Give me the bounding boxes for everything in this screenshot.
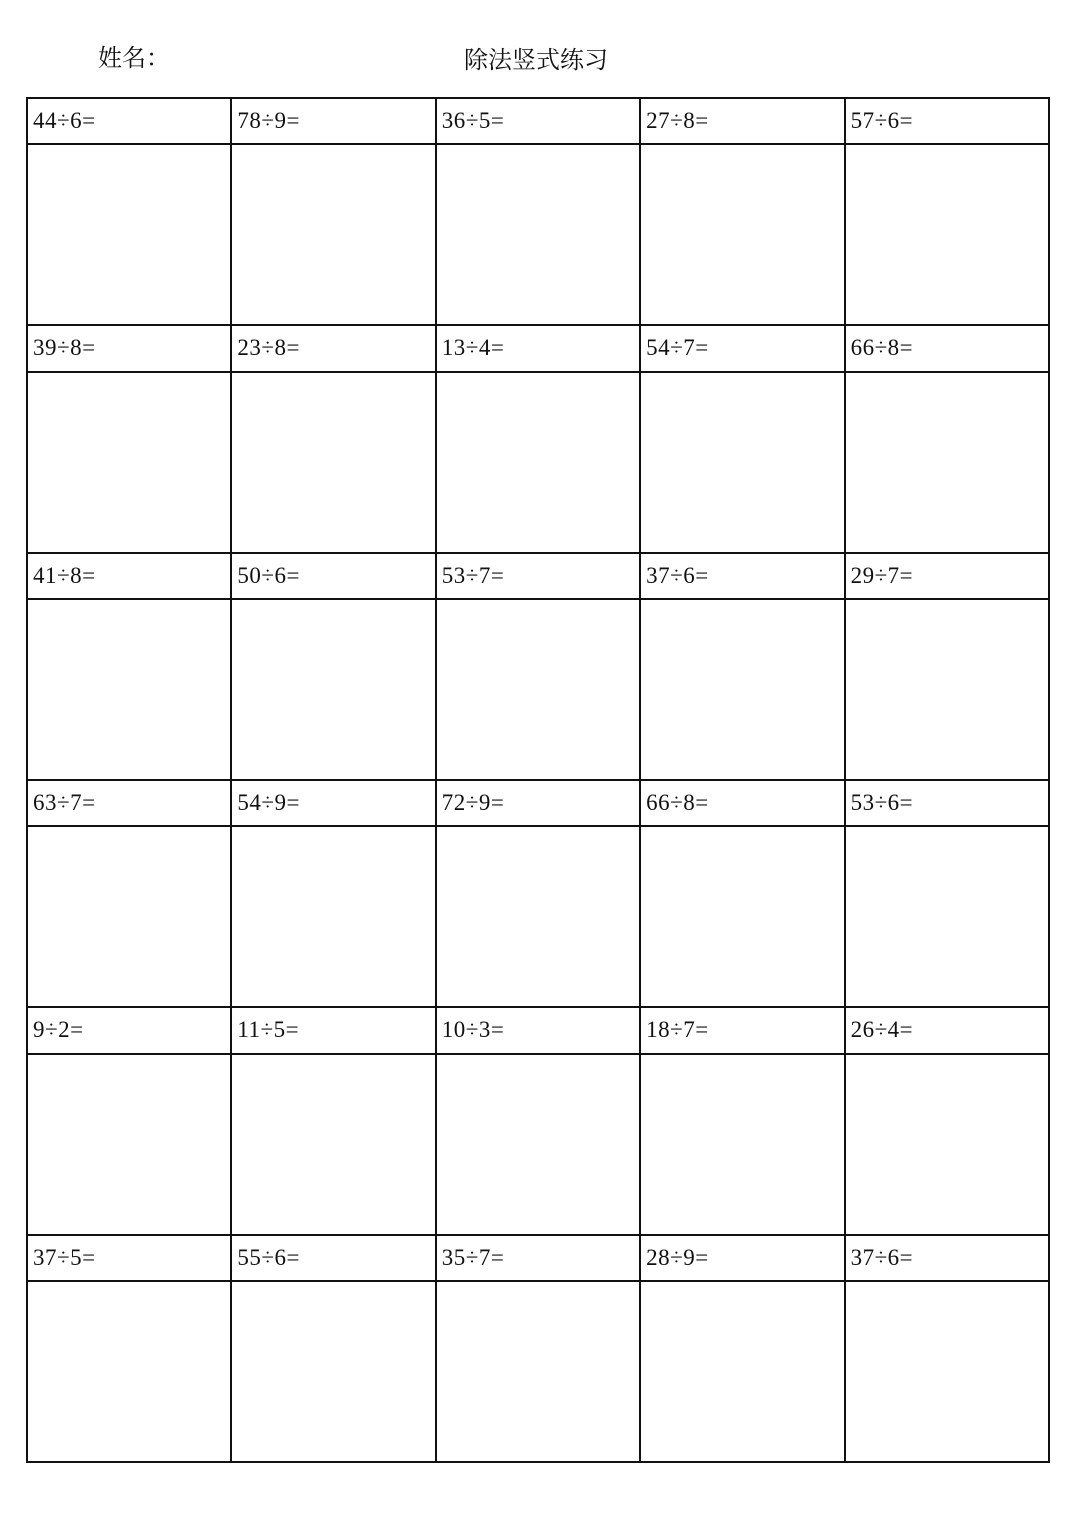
- name-label: 姓名：: [98, 44, 170, 72]
- problem-text: 39÷8=: [33, 335, 96, 361]
- problem-text: 50÷6=: [237, 562, 300, 588]
- problem-text: 44÷6=: [33, 108, 96, 134]
- problem-cell: [27, 98, 231, 144]
- problem-text: 55÷6=: [237, 1244, 300, 1270]
- problem-cell: [27, 1235, 231, 1281]
- problem-cell: [845, 1235, 1049, 1281]
- work-area[interactable]: [436, 144, 640, 325]
- problem-cell: [231, 1235, 435, 1281]
- problem-text: 37÷6=: [850, 1244, 914, 1270]
- work-row: [27, 599, 1049, 780]
- work-area[interactable]: [640, 1281, 844, 1462]
- work-area[interactable]: [845, 826, 1049, 1007]
- problem-cell: [231, 325, 435, 371]
- problem-row: [27, 553, 1049, 599]
- problem-text: 29÷7=: [850, 562, 914, 588]
- problem-cell: [845, 553, 1049, 599]
- work-row: [27, 1281, 1049, 1462]
- problem-text: 54÷9=: [237, 790, 300, 816]
- problem-row: [27, 1235, 1049, 1281]
- work-area[interactable]: [27, 144, 231, 325]
- work-area[interactable]: [436, 599, 640, 780]
- work-area[interactable]: [27, 826, 231, 1007]
- problem-text: 63÷7=: [33, 790, 96, 816]
- work-row: [27, 372, 1049, 553]
- problem-text: 37÷6=: [646, 562, 709, 588]
- problem-text: 41÷8=: [33, 562, 96, 588]
- problem-cell: [845, 780, 1049, 826]
- work-area[interactable]: [27, 1054, 231, 1235]
- problem-cell: [640, 1007, 844, 1053]
- problem-cell: [845, 325, 1049, 371]
- problem-cell: [640, 553, 844, 599]
- problem-text: 10÷3=: [441, 1017, 505, 1043]
- problem-cell: [27, 325, 231, 371]
- problem-text: 66÷8=: [850, 335, 914, 361]
- problem-text: 66÷8=: [646, 790, 709, 816]
- work-area[interactable]: [640, 144, 844, 325]
- work-area[interactable]: [436, 1281, 640, 1462]
- problem-row: [27, 325, 1049, 371]
- work-row: [27, 826, 1049, 1007]
- work-area[interactable]: [640, 1054, 844, 1235]
- problem-text: 11÷5=: [237, 1017, 300, 1043]
- problem-text: 78÷9=: [237, 108, 300, 134]
- work-area[interactable]: [845, 372, 1049, 553]
- problem-text: 13÷4=: [441, 335, 505, 361]
- problem-cell: [231, 780, 435, 826]
- problem-text: 9÷2=: [33, 1017, 84, 1043]
- problem-text: 72÷9=: [441, 790, 505, 816]
- problem-cell: [27, 1007, 231, 1053]
- work-area[interactable]: [231, 1281, 435, 1462]
- problem-cell: [640, 1235, 844, 1281]
- problem-cell: [640, 98, 844, 144]
- problem-cell: [436, 553, 640, 599]
- work-area[interactable]: [231, 372, 435, 553]
- work-area[interactable]: [845, 599, 1049, 780]
- problem-cell: [436, 98, 640, 144]
- problem-cell: [231, 98, 435, 144]
- problem-cell: [436, 780, 640, 826]
- work-area[interactable]: [845, 1281, 1049, 1462]
- work-area[interactable]: [231, 144, 435, 325]
- work-area[interactable]: [231, 599, 435, 780]
- problem-cell: [27, 780, 231, 826]
- problem-text: 53÷6=: [850, 790, 914, 816]
- work-row: [27, 144, 1049, 325]
- problem-cell: [640, 325, 844, 371]
- problem-cell: [640, 780, 844, 826]
- work-area[interactable]: [231, 1054, 435, 1235]
- work-area[interactable]: [640, 372, 844, 553]
- problem-text: 18÷7=: [646, 1017, 709, 1043]
- problem-cell: [436, 1007, 640, 1053]
- work-area[interactable]: [845, 144, 1049, 325]
- work-area[interactable]: [640, 826, 844, 1007]
- problem-text: 37÷5=: [33, 1244, 96, 1270]
- worksheet-grid: [26, 97, 1050, 1463]
- work-area[interactable]: [845, 1054, 1049, 1235]
- problem-text: 35÷7=: [441, 1244, 505, 1270]
- problem-text: 27÷8=: [646, 108, 709, 134]
- work-area[interactable]: [436, 826, 640, 1007]
- problem-row: [27, 1007, 1049, 1053]
- work-area[interactable]: [27, 1281, 231, 1462]
- problem-cell: [436, 325, 640, 371]
- problem-text: 36÷5=: [441, 108, 505, 134]
- problem-cell: [845, 1007, 1049, 1053]
- work-area[interactable]: [436, 372, 640, 553]
- problem-text: 54÷7=: [646, 335, 709, 361]
- work-area[interactable]: [436, 1054, 640, 1235]
- problem-text: 26÷4=: [850, 1017, 914, 1043]
- work-area[interactable]: [231, 826, 435, 1007]
- problem-cell: [231, 1007, 435, 1053]
- problem-text: 53÷7=: [441, 562, 505, 588]
- work-area[interactable]: [27, 599, 231, 780]
- problem-cell: [27, 553, 231, 599]
- page-title: 除法竖式练习: [464, 46, 608, 74]
- problem-text: 57÷6=: [850, 108, 914, 134]
- problem-cell: [845, 98, 1049, 144]
- problem-cell: [436, 1235, 640, 1281]
- work-row: [27, 1054, 1049, 1235]
- problem-cell: [231, 553, 435, 599]
- problem-row: [27, 780, 1049, 826]
- problem-text: 23÷8=: [237, 335, 300, 361]
- problem-text: 28÷9=: [646, 1244, 709, 1270]
- work-area[interactable]: [27, 372, 231, 553]
- problem-row: [27, 98, 1049, 144]
- work-area[interactable]: [640, 599, 844, 780]
